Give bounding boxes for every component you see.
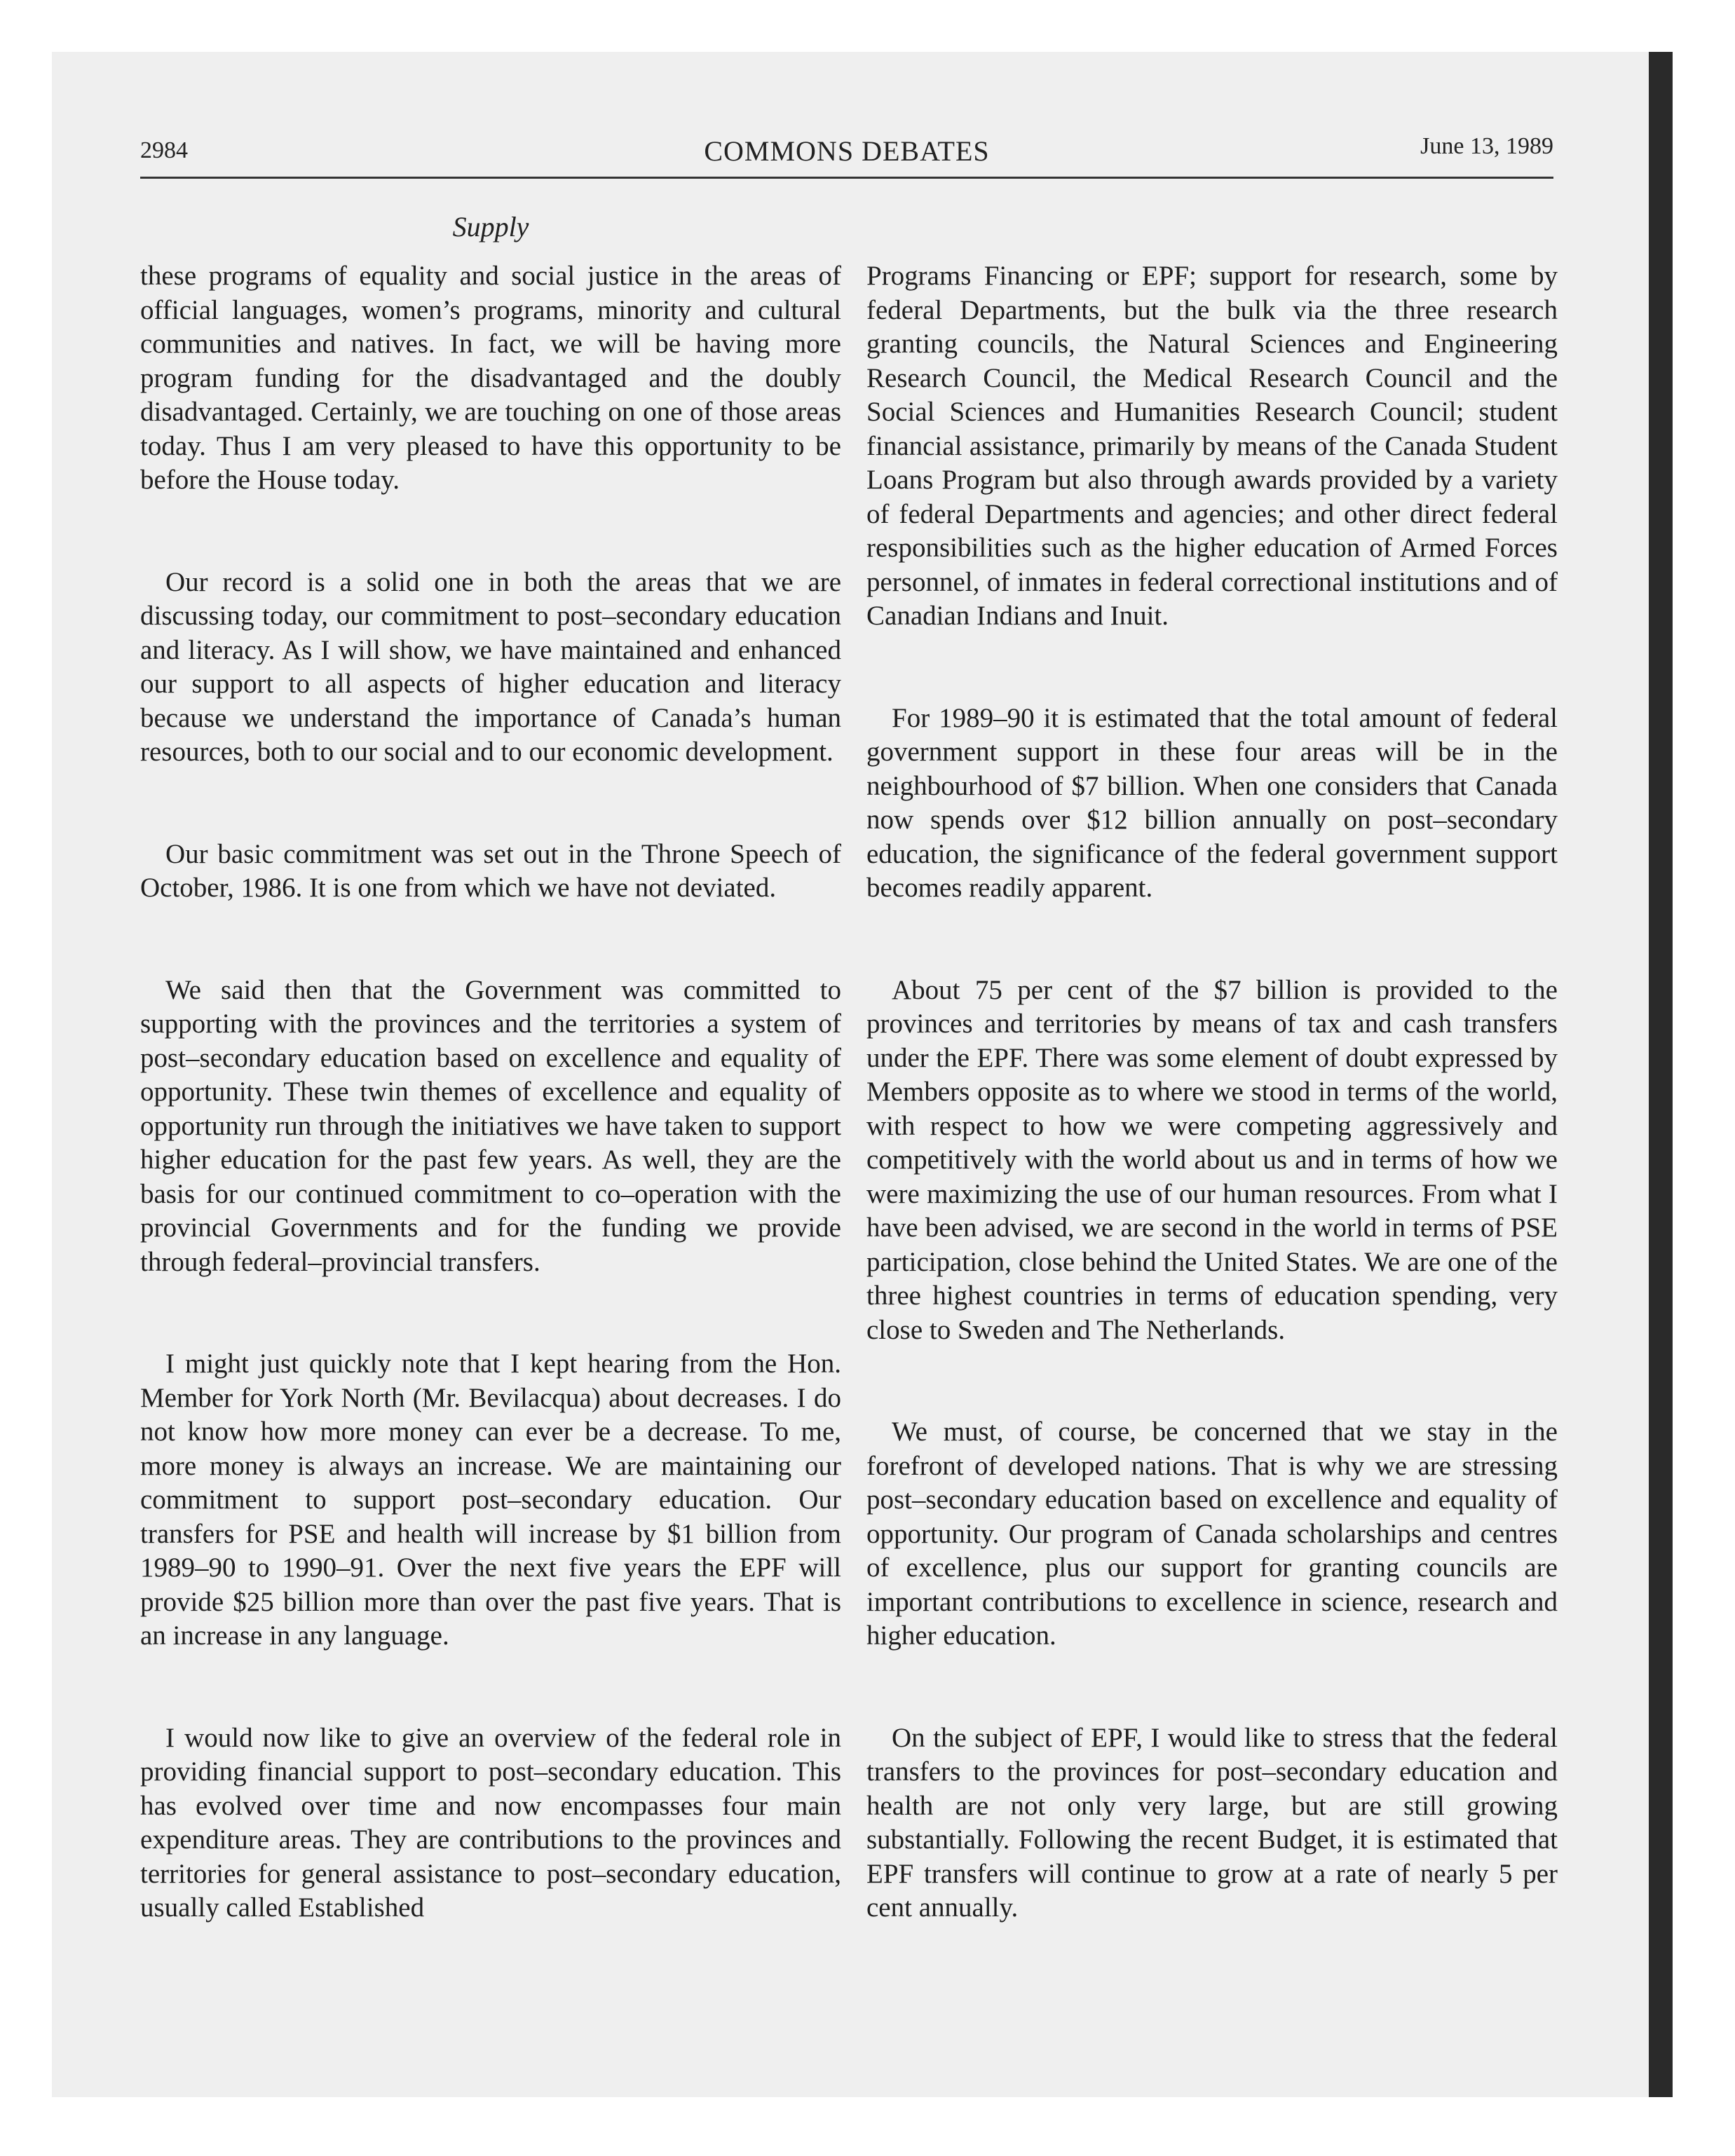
paragraph: I would now like to give an overview of the federal role in providing financial support to post–secondary education. This has evolved over time and now encompasses four main expenditure areas. They are contributions to the provinces and territories for general assistance to post–secondary education, usually called Established (140, 1722, 841, 1923)
paragraph: We said then that the Government was committed to supporting with the provinces and the territories a system of post–secondary education based on excellence and equality of opportunity. These twin themes of excellence and equality of opportunity run through the initiatives we have taken to support higher education for the past few years. As well, they are the basis for our continued commitment to co–operation with the provincial Governments and for the funding we provide through federal–provincial transfers. (140, 974, 841, 1277)
paragraph: About 75 per cent of the $7 billion is provided to the provinces and territories by means of tax and cash transfers under the EPF. There was some element of doubt expressed by Members opposite as to where we stood in terms of the world, with respect to how we were competing aggressively and competitively with the world about us and in terms of how we were maximizing the use of our human resources. From what I have been advised, we are second in the world in terms of PSE participation, close behind the United States. We are one of the three highest countries in terms of education spending, very close to Sweden and The Netherlands. (866, 974, 1558, 1345)
paragraph: For 1989–90 it is estimated that the total amount of federal government support in these four areas will be in the neighbourhood of $7 billion. When one considers that Canada now spends over $12 billion annually on post–secondary education, the significance of the federal government support becomes readily apparent. (866, 702, 1558, 903)
paragraph: Our record is a solid one in both the areas that we are discussing today, our commitment to post–secondary education and literacy. As I will show, we have maintained and enhanced our support to all aspects of higher education and literacy because we understand the importance of Canada’s human resources, both to our social and to our economic development. (140, 566, 841, 767)
paragraph: Our basic commitment was set out in the Throne Speech of October, 1986. It is one from which we have not deviated. (140, 838, 841, 903)
header-rule (140, 177, 1553, 179)
section-title: Supply (452, 211, 529, 243)
publication-title: COMMONS DEBATES (704, 135, 990, 167)
paragraph: I might just quickly note that I kept hearing from the Hon. Member for York North (Mr. Bevilacqua) about decreases. I do not know how more money can ever be a decrease. To me, more money is always an increase. We are maintaining our commitment to support post–secondary education. Our transfers for PSE and health will increase by $1 billion from 1989–90 to 1990–91. Over the next five years the EPF will provide $25 billion more than over the past five years. That is an increase in any language. (140, 1349, 841, 1651)
scan-edge-shadow (1649, 52, 1673, 2097)
publication-date: June 13, 1989 (1420, 133, 1553, 159)
page-header (140, 133, 1553, 175)
paragraph: We must, of course, be concerned that we stay in the forefront of developed nations. That is why we are stressing post–secondary education based on excellence and equality of opportunity. Our program of Canada scholarships and centres of excellence, plus our support for granting councils are important contributions to excellence in science, research and higher education. (866, 1417, 1558, 1651)
paragraph: On the subject of EPF, I would like to stress that the federal transfers to the provinces for post–secondary education and health are not only very large, but are still growing substantially. Following the recent Budget, it is estimated that EPF transfers will continue to grow at a rate of nearly 5 per cent annually. (866, 1722, 1558, 1923)
left-column (140, 259, 841, 1925)
paragraph: Programs Financing or EPF; support for research, some by federal Departments, but the bulk via the three research granting councils, the Natural Sciences and Engineering Research Council, the Medical Research Council and the Social Sciences and Humanities Research Council; student financial assistance, primarily by means of the Canada Student Loans Program but also through awards provided by a variety of federal Departments and agencies; and other direct federal responsibilities such as the higher education of Armed Forces personnel, of inmates in federal correctional institutions and of Canadian Indians and Inuit. (866, 261, 1558, 631)
paragraph: these programs of equality and social justice in the areas of official languages, women’s programs, minority and cultural communities and natives. In fact, we will be having more program funding for the disadvantaged and the doubly disadvantaged. Certainly, we are touching on one of those areas today. Thus I am very pleased to have this opportunity to be before the House today. (140, 261, 841, 495)
page-number: 2984 (140, 137, 188, 163)
right-column (866, 259, 1558, 1925)
